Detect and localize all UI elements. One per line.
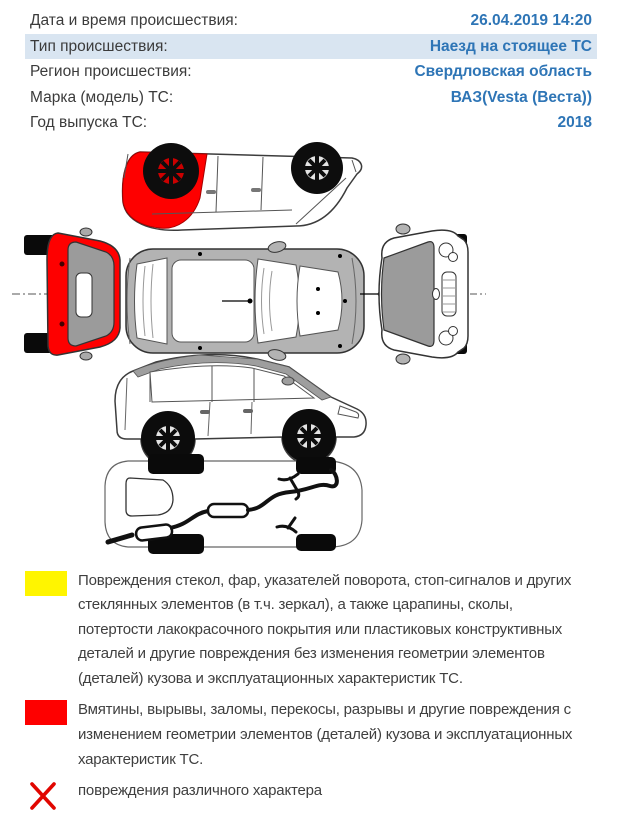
- side-front-wheel-icon: [282, 409, 336, 463]
- view-rear-icon: [12, 228, 120, 360]
- view-front-icon: [360, 224, 486, 364]
- incident-region-label: Регион происшествия:: [30, 63, 192, 80]
- incident-datetime-label: Дата и время происшествия:: [30, 12, 238, 29]
- rear-wheel-icon: [143, 143, 199, 199]
- incident-type-label: Тип происшествия:: [30, 37, 168, 55]
- vehicle-model-value: ВАЗ(Vesta (Веста)): [450, 88, 592, 106]
- legend-various-damage-text: повреждения различного характера: [78, 782, 322, 800]
- row-incident-region: [25, 59, 597, 85]
- view-top-icon: [126, 239, 364, 361]
- x-mark-icon: [28, 781, 58, 811]
- incident-type-value: Наезд на стоящее ТС: [429, 37, 592, 55]
- legend-item-severe-damage: [25, 698, 597, 772]
- row-vehicle-year: [25, 110, 597, 136]
- legend-item-various-damage: [25, 779, 597, 811]
- row-incident-type: [25, 34, 597, 60]
- yellow-swatch-icon: [25, 571, 67, 596]
- view-right-side-icon: [115, 354, 366, 465]
- row-incident-datetime: [25, 8, 597, 34]
- legend-minor-damage-text: Повреждения стекол, фар, указателей поворота, стоп-сигналов и других стеклянных элементов (в т.ч. зеркал), а также царапины, сколы, потертости лакокрасочного покрытия или пластиковых конструктивных деталей и другие повреждения без изменения геометрии элементов (деталей) кузова и эксплуатационных характеристик ТС.: [78, 571, 572, 687]
- incident-datetime-value: 26.04.2019 14:20: [470, 12, 592, 29]
- legend-item-minor-damage: [25, 569, 597, 692]
- damage-legend: [25, 569, 597, 812]
- incident-region-value: Свердловская область: [414, 63, 592, 80]
- view-underbody-icon: [105, 454, 362, 554]
- row-vehicle-model: [25, 85, 597, 111]
- vehicle-year-value: 2018: [557, 114, 592, 131]
- vehicle-year-label: Год выпуска ТС:: [30, 114, 148, 131]
- view-left-side-flipped-icon: [123, 142, 362, 230]
- vehicle-model-label: Марка (модель) ТС:: [30, 88, 174, 106]
- incident-header: [0, 0, 621, 136]
- legend-severe-damage-text: Вмятины, вырывы, заломы, перекосы, разрывы и другие повреждения с изменением геометрии элементов (деталей) кузова и эксплуатационных характеристик ТС.: [78, 701, 573, 768]
- front-wheel-icon: [291, 142, 343, 194]
- red-swatch-icon: [25, 700, 67, 725]
- vehicle-damage-diagram: [0, 138, 621, 556]
